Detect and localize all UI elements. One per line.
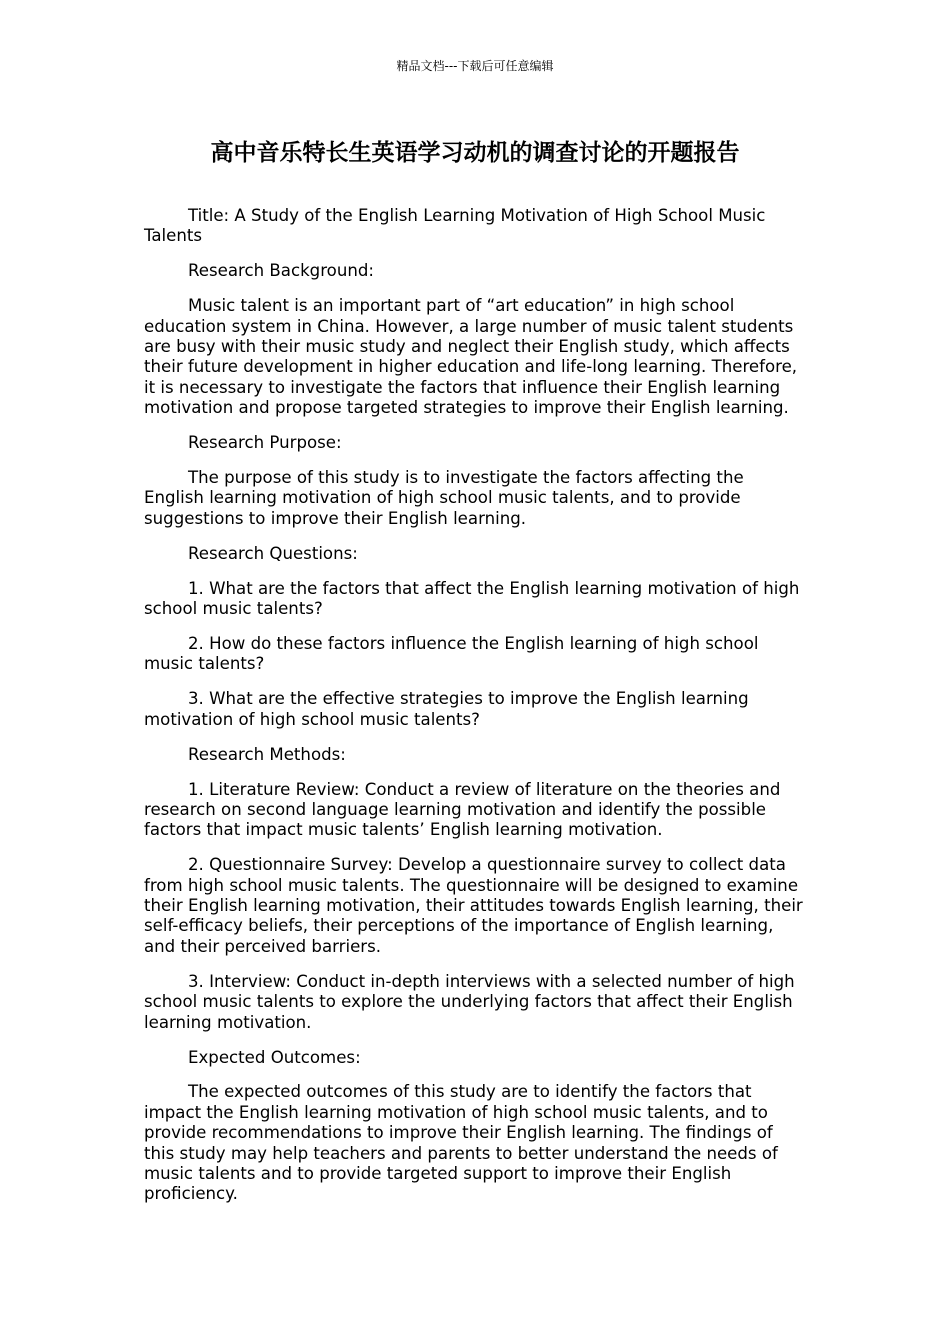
paragraph-question-3: 3. What are the effective strategies to improve the English learning motivation of high school music talents? [144, 689, 749, 729]
paragraph-outcomes: The expected outcomes of this study are to identify the factors that impact the English learning motivation of high school music talents, and to provide recommendations to improve their English learning. The findings of this study may help teachers and parents to better understand the needs of music talents and to provide targeted support to improve their English proficiency. [144, 1082, 778, 1204]
section-heading-purpose: Research Purpose: [188, 433, 342, 453]
paragraph-purpose: The purpose of this study is to investigate the factors affecting the English learning motivation of high school music talents, and to provide suggestions to improve their English learning. [144, 468, 744, 528]
page-header-note: 精品文档---下载后可任意编辑 [396, 59, 554, 73]
section-heading-background: Research Background: [188, 261, 374, 281]
paragraph-method-3: 3. Interview: Conduct in-depth interviews with a selected number of high school music talents to explore the underlying factors that affect their English learning motivation. [144, 971, 795, 1032]
paragraph-question-1: 1. What are the factors that affect the English learning motivation of high school music talents? [144, 578, 800, 619]
section-heading-questions: Research Questions: [188, 543, 358, 563]
document-title: 高中音乐特长生英语学习动机的调查讨论的开题报告 [210, 140, 740, 166]
paragraph-title-line: Title: A Study of the English Learning Motivation of High School Music Talents [144, 206, 766, 246]
paragraph-method-2: 2. Questionnaire Survey: Develop a questionnaire survey to collect data from high school music talents. The questionnaire will be designed to examine their English learning motivation, their attitudes towards English learning, their self-efficacy beliefs, their perceptions of the importance of English learning, and their perceived barriers. [144, 855, 803, 956]
section-heading-outcomes: Expected Outcomes: [188, 1047, 361, 1067]
paragraph-background: Music talent is an important part of “art education” in high school education system in China. However, a large number of music talent students are busy with their music study and neglect their English study, which affects their future development in higher education and life-long learning. Therefore, it is necessary to investigate the factors that influence their English learning motivation and propose targeted strategies to improve their English learning. [144, 296, 798, 418]
document-body [144, 206, 808, 1219]
paragraph-method-1: 1. Literature Review: Conduct a review of literature on the theories and research on second language learning motivation and identify the possible factors that impact music talents’ English learning motivation. [144, 779, 781, 840]
paragraph-question-2: 2. How do these factors influence the English learning of high school music talents? [144, 634, 759, 674]
section-heading-methods: Research Methods: [188, 744, 346, 764]
